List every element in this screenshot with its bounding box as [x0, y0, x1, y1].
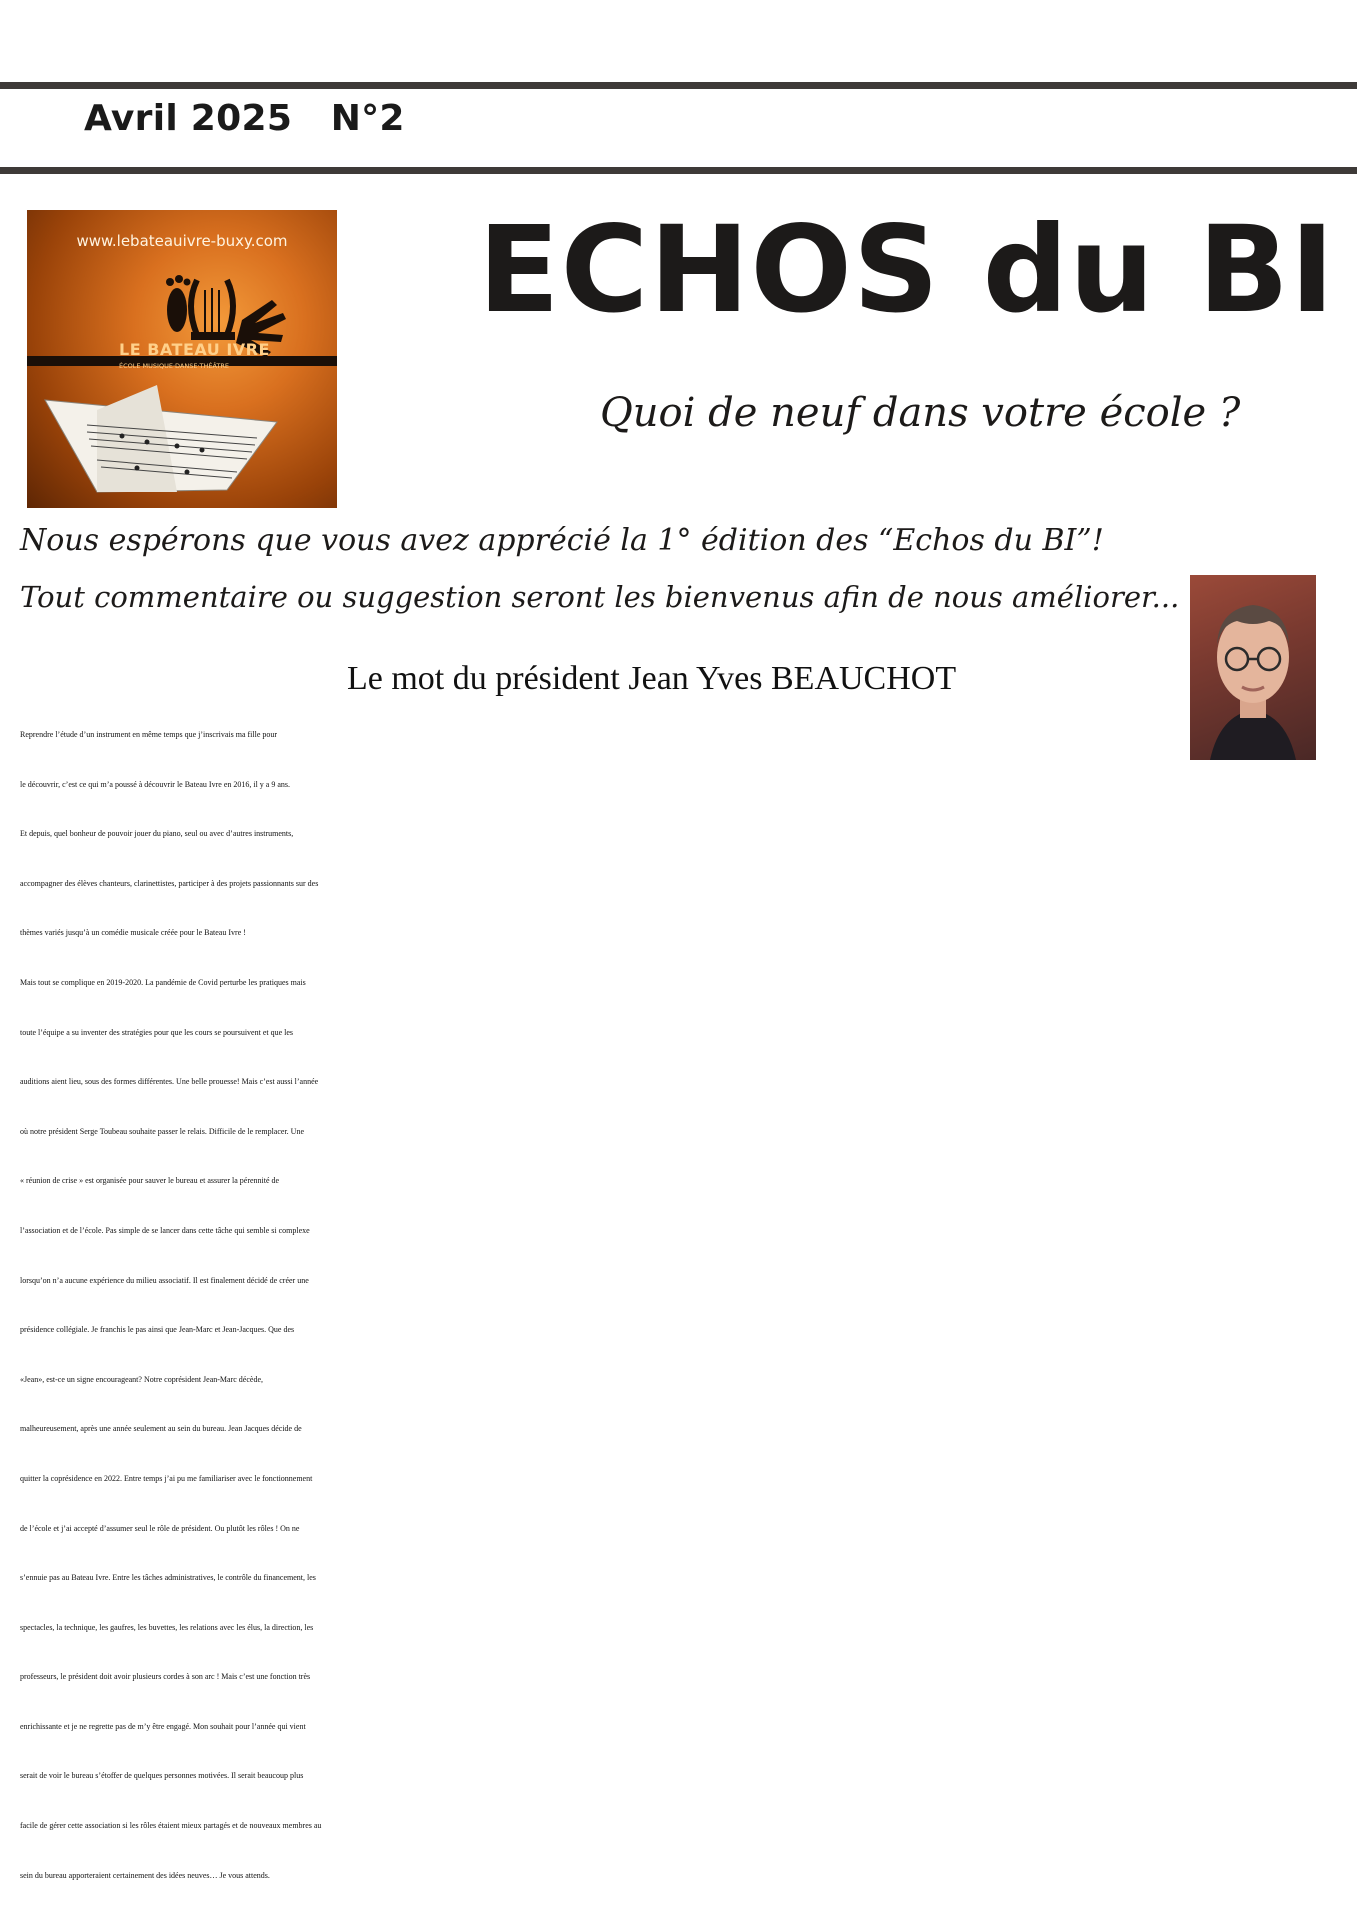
- article-line: thèmes variés jusqu’à un comédie musicale créée pour le Bateau Ivre !: [20, 928, 246, 938]
- article-line: l’association et de l’école. Pas simple de se lancer dans cette tâche qui semble si complexe: [20, 1225, 310, 1235]
- article-line: toute l’équipe a su inventer des stratégies pour que les cours se poursuivent et que les: [20, 1027, 294, 1037]
- article-line: de l’école et j’ai accepté d’assumer seul le rôle de président. Ou plutôt les rôles ! On ne: [20, 1523, 300, 1533]
- article-line: le découvrir, c’est ce qui m’a poussé à découvrir le Bateau Ivre en 2016, il y a 9 ans.: [20, 779, 291, 789]
- article-line: sein du bureau apporteraient certainement des idées neuves… Je vous attends.: [20, 1870, 270, 1880]
- issue-date-number: Avril 2025 N°2: [84, 98, 405, 139]
- article-line: enrichissante et je ne regrette pas de m’y être engagé. Mon souhait pour l’année qui vient: [20, 1721, 306, 1731]
- article-line: professeurs, le président doit avoir plusieurs cordes à son arc ! Mais c’est une fonction très: [20, 1672, 311, 1682]
- article-line: Mais tout se complique en 2019-2020. La pandémie de Covid perturbe les pratiques mais: [20, 977, 306, 987]
- header-rule-top: [0, 82, 1357, 89]
- logo-subtitle-text: ÉCOLE MUSIQUE·DANSE·THÉÂTRE: [119, 362, 230, 370]
- header-rule-bottom: [0, 167, 1357, 174]
- article-line: auditions aient lieu, sous des formes différentes. Une belle prouesse! Mais c’est aussi l’année: [20, 1077, 319, 1087]
- article-line: lorsqu’on n’a aucune expérience du milieu associatif. Il est finalement décidé de créer une: [20, 1275, 309, 1285]
- school-logo: [27, 210, 337, 508]
- article-line: « réunion de crise » est organisée pour sauver le bureau et assurer la pérennité de: [20, 1176, 280, 1186]
- president-article: [20, 710, 1350, 1900]
- article-line: quitter la coprésidence en 2022. Entre temps j’ai pu me familiariser avec le fonctionnement: [20, 1473, 313, 1483]
- article-line: «Jean», est-ce un signe encourageant? Notre coprésident Jean-Marc décède,: [20, 1374, 263, 1384]
- newsletter-tagline: Quoi de neuf dans votre école ?: [600, 390, 1241, 436]
- article-line: malheureusement, après une année seulement au sein du bureau. Jean Jacques décide de: [20, 1424, 302, 1434]
- logo-name-text: LE BATEAU IVRE: [119, 340, 270, 359]
- article-line: s’ennuie pas au Bateau Ivre. Entre les tâches administratives, le contrôle du financement, les: [20, 1573, 316, 1583]
- article-line: Et depuis, quel bonheur de pouvoir jouer du piano, seul ou avec d’autres instruments,: [20, 829, 294, 839]
- newsletter-title: ECHOS du BI: [478, 201, 1336, 340]
- article-line: présidence collégiale. Je franchis le pas ainsi que Jean-Marc et Jean-Jacques. Que des: [20, 1325, 295, 1335]
- article-line: où notre président Serge Toubeau souhaite passer le relais. Difficile de le remplacer. Une: [20, 1126, 305, 1136]
- intro-line: Nous espérons que vous avez apprécié la 1° édition des “Echos du BI”!: [20, 523, 1104, 558]
- logo-artwork: [27, 210, 337, 508]
- logo-website-text: www.lebateauivre-buxy.com: [76, 232, 288, 250]
- article-byline: Le mot du président Jean Yves BEAUCHOT: [347, 660, 957, 697]
- article-line: spectacles, la technique, les gaufres, les buvettes, les relations avec les élus, la direction, les: [20, 1622, 314, 1632]
- article-line: Reprendre l’étude d’un instrument en même temps que j’inscrivais ma fille pour: [20, 730, 278, 739]
- article-line: accompagner des élèves chanteurs, clarinettistes, participer à des projets passionnants sur des: [20, 878, 319, 888]
- article-line: facile de gérer cette association si les rôles étaient mieux partagés et de nouveaux membres au: [20, 1821, 322, 1831]
- intro-line: Tout commentaire ou suggestion seront les bienvenus afin de nous améliorer...: [20, 580, 1180, 614]
- article-line: serait de voir le bureau s’étoffer de quelques personnes motivées. Il serait beaucoup plus: [20, 1771, 304, 1781]
